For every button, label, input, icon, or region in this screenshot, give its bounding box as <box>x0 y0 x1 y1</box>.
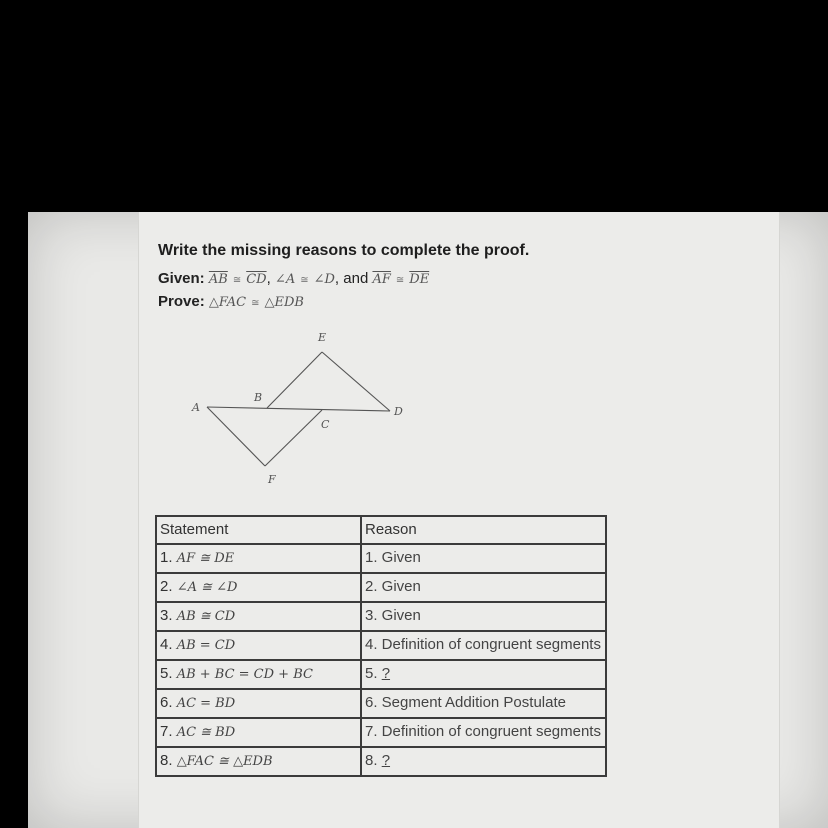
given-segment-af: $\overline{AF}$ <box>372 272 391 287</box>
table-row <box>156 747 606 776</box>
proof-table <box>155 515 607 777</box>
reason-text: 6. Segment Addition Postulate <box>361 689 606 718</box>
table-row <box>156 544 606 573</box>
line-ad <box>207 407 390 411</box>
table-row <box>156 660 606 689</box>
reason-text: 4. Definition of congruent segments <box>361 631 606 660</box>
table-row <box>156 631 606 660</box>
given-segment-ab: $\overline{AB}$ <box>208 272 228 287</box>
statement-text: AB + BC = CD + BC <box>176 667 313 682</box>
statement-text: AB ≅ CD <box>176 609 236 624</box>
given-angle-d: ∠D <box>313 272 335 287</box>
row-number: 3. <box>160 607 173 624</box>
table-header-row <box>156 516 606 544</box>
segment-be <box>267 352 322 408</box>
given-segment-cd: $\overline{CD}$ <box>246 272 267 287</box>
congruent-symbol: ≅ <box>300 275 309 286</box>
row-number: 4. <box>160 636 173 653</box>
table-row <box>156 602 606 631</box>
row-number: 5. <box>160 665 173 682</box>
statement-text: AF ≅ DE <box>176 551 235 566</box>
reason-text: 7. Definition of congruent segments <box>361 718 606 747</box>
diagram-lines <box>207 352 390 466</box>
segment-ed <box>322 352 390 411</box>
geometry-diagram <box>170 325 430 495</box>
segment-fc <box>265 410 322 466</box>
reason-cell <box>361 660 606 689</box>
prove-label: Prove: <box>158 293 205 310</box>
row-number: 6. <box>160 694 173 711</box>
given-and: , and <box>334 270 369 287</box>
table-row <box>156 689 606 718</box>
prove-line <box>158 293 304 310</box>
missing-reason-blank[interactable]: ? <box>381 752 391 769</box>
statement-header: Statement <box>156 516 361 544</box>
given-label: Given: <box>158 270 205 287</box>
given-line <box>158 270 429 287</box>
missing-reason-blank[interactable]: ? <box>381 665 391 682</box>
reason-text: 3. Given <box>361 602 606 631</box>
reason-header: Reason <box>361 516 606 544</box>
point-label-d: D <box>394 405 403 418</box>
reason-text: 1. Given <box>361 544 606 573</box>
point-label-e: E <box>317 331 327 344</box>
congruent-symbol: ≅ <box>232 275 242 286</box>
given-separator: , <box>266 270 271 287</box>
statement-text: ∠A ≅ ∠D <box>176 580 238 595</box>
table-row <box>156 718 606 747</box>
reason-text: 2. Given <box>361 573 606 602</box>
row-number: 2. <box>160 578 173 595</box>
prove-triangle-fac: △FAC <box>208 295 247 310</box>
instruction-title: Write the missing reasons to complete the proof. <box>158 242 530 259</box>
table-row <box>156 573 606 602</box>
point-label-f: F <box>268 473 276 486</box>
point-label-a: A <box>192 401 200 414</box>
given-segment-de: $\overline{DE}$ <box>409 272 430 287</box>
point-label-c: C <box>321 418 330 431</box>
congruent-symbol: ≅ <box>251 298 260 309</box>
statement-text: △FAC ≅ △EDB <box>176 754 273 769</box>
statement-text: AB = CD <box>176 638 236 653</box>
row-number: 8. <box>160 752 173 769</box>
statement-text: AC ≅ BD <box>176 725 236 740</box>
given-angle-a: ∠A <box>274 272 296 287</box>
prove-triangle-edb: △EDB <box>264 295 304 310</box>
point-label-b: B <box>254 391 263 404</box>
reason-text: 5. <box>365 665 382 682</box>
row-number: 7. <box>160 723 173 740</box>
reason-cell <box>361 747 606 776</box>
statement-text: AC = BD <box>176 696 236 711</box>
congruent-symbol: ≅ <box>395 275 405 286</box>
reason-text: 8. <box>365 752 382 769</box>
segment-af <box>207 407 265 466</box>
row-number: 1. <box>160 549 173 566</box>
